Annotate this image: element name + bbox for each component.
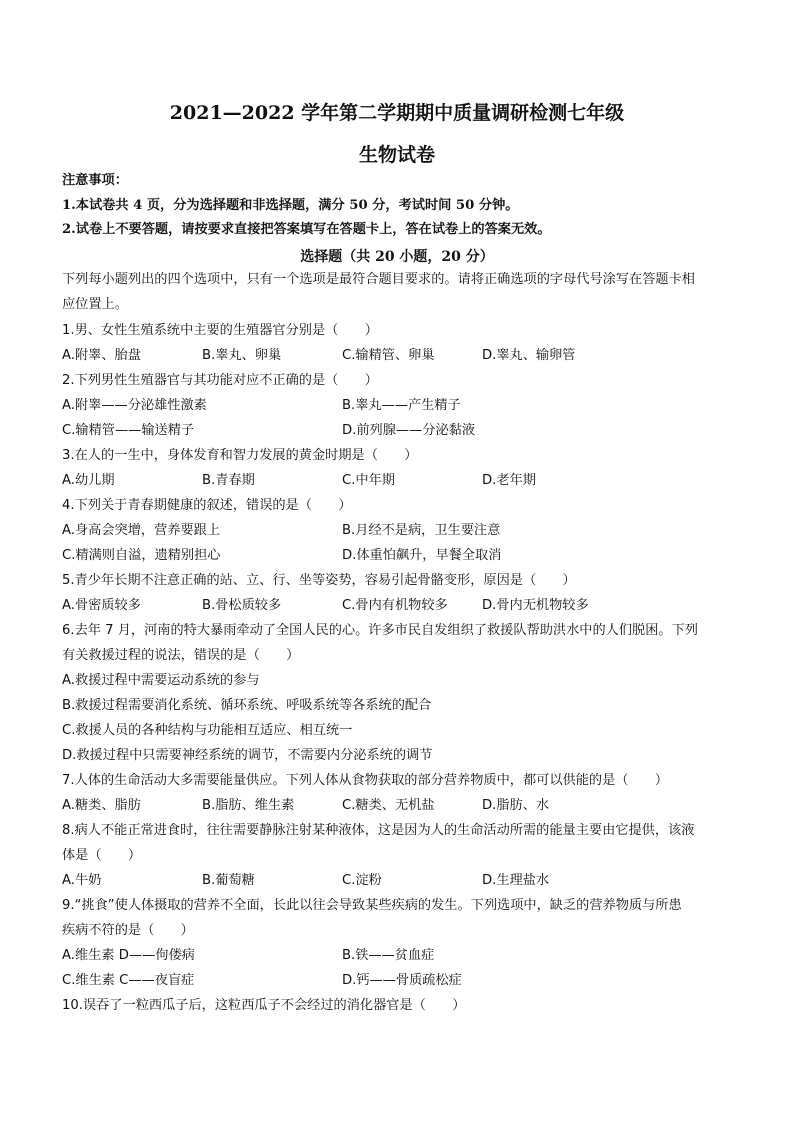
option-c: C.糖类、无机盐 (342, 798, 435, 813)
section-title: 选择题（共 20 小题，20 分） (300, 249, 494, 265)
option-a: A.维生素 D——佝偻病 (62, 948, 195, 963)
section-instruction: 下列每小题列出的四个选项中，只有一个选项是最符合题目要求的。请将正确选项的字母代号涂写在答题卡相 (62, 272, 695, 287)
option-c: C.救援人员的各种结构与功能相互适应、相互统一 (62, 723, 353, 738)
option-c: C.淀粉 (342, 873, 382, 888)
option-a: A.附睾——分泌雄性激素 (62, 398, 207, 413)
exam-subtitle: 生物试卷 (358, 144, 435, 166)
option-b: B.骨松质较多 (202, 598, 282, 613)
question-stem: 4.下列关于青春期健康的叙述，错误的是（ ） (62, 498, 352, 513)
option-b: B.救援过程需要消化系统、循环系统、呼吸系统等各系统的配合 (62, 698, 432, 713)
option-d: D.钙——骨质疏松症 (342, 973, 462, 988)
question-stem: 1.男、女性生殖系统中主要的生殖器官分别是（ ） (62, 323, 378, 338)
question-stem: 2.下列男性生殖器官与其功能对应不正确的是（ ） (62, 373, 378, 388)
option-d: D.骨内无机物较多 (482, 598, 589, 613)
option-b: B.脂肪、维生素 (202, 798, 295, 813)
section-instruction: 应位置上。 (62, 297, 128, 312)
notice-item: 1.本试卷共 4 页，分为选择题和非选择题，满分 50 分，考试时间 50 分钟。 (62, 198, 519, 213)
option-d: D.体重怕飙升，早餐全取消 (342, 548, 502, 563)
option-c: C.骨内有机物较多 (342, 598, 448, 613)
option-a: A.身高会突增，营养要跟上 (62, 523, 221, 538)
option-c: C.输精管——输送精子 (62, 423, 195, 438)
question-stem: 5.青少年长期不注意正确的站、立、行、坐等姿势，容易引起骨骼变形，原因是（ ） (62, 573, 576, 588)
option-b: B.铁——贫血症 (342, 948, 435, 963)
option-a: A.糖类、脂肪 (62, 798, 141, 813)
option-b: B.月经不是病，卫生要注意 (342, 523, 501, 538)
option-d: D.救援过程中只需要神经系统的调节，不需要内分泌系统的调节 (62, 748, 433, 763)
question-stem: 7.人体的生命活动大多需要能量供应。下列人体从食物获取的部分营养物质中，都可以供能的是（ ） (62, 773, 669, 788)
option-b: B.睾丸——产生精子 (342, 398, 461, 413)
question-stem: 有关救援过程的说法，错误的是（ ） (62, 648, 300, 663)
option-c: C.精满则自溢，遗精别担心 (62, 548, 221, 563)
option-d: D.老年期 (482, 473, 536, 488)
exam-title: 2021—2022 学年第二学期期中质量调研检测七年级 (169, 102, 625, 124)
question-stem: 3.在人的一生中，身体发育和智力发展的黄金时期是（ ） (62, 448, 418, 463)
option-b: B.睾丸、卵巢 (202, 348, 282, 363)
option-d: D.生理盐水 (482, 873, 550, 888)
question-stem: 10.误吞了一粒西瓜子后，这粒西瓜子不会经过的消化器官是（ ） (62, 998, 466, 1013)
option-a: A.附睾、胎盘 (62, 348, 141, 363)
notice-item: 2.试卷上不要答题，请按要求直接把答案填写在答题卡上，答在试卷上的答案无效。 (62, 222, 551, 237)
question-stem: 6.去年 7 月，河南的特大暴雨牵动了全国人民的心。许多市民自发组织了救援队帮助洪水中的人们脱困。下列 (62, 623, 698, 638)
option-a: A.牛奶 (62, 873, 102, 888)
question-stem: 8.病人不能正常进食时，往往需要静脉注射某种液体，这是因为人的生命活动所需的能量主要由它提供，该液 (62, 823, 695, 838)
option-c: C.维生素 C——夜盲症 (62, 973, 195, 988)
question-stem: 体是（ ） (62, 848, 142, 863)
option-a: A.救援过程中需要运动系统的参与 (62, 673, 260, 688)
option-d: D.睾丸、输卵管 (482, 348, 576, 363)
option-b: B.葡萄糖 (202, 873, 255, 888)
question-stem: 9.“挑食”使人体摄取的营养不全面，长此以往会导致某些疾病的发生。下列选项中，缺乏的营养物质与所患 (62, 898, 682, 913)
option-c: C.输精管、卵巢 (342, 348, 435, 363)
option-b: B.青春期 (202, 473, 255, 488)
notice-heading: 注意事项： (62, 173, 128, 188)
option-a: A.幼儿期 (62, 473, 115, 488)
option-a: A.骨密质较多 (62, 598, 141, 613)
option-c: C.中年期 (342, 473, 395, 488)
question-stem: 疾病不符的是（ ） (62, 923, 194, 938)
option-d: D.前列腺——分泌黏液 (342, 423, 476, 438)
option-d: D.脂肪、水 (482, 798, 550, 813)
